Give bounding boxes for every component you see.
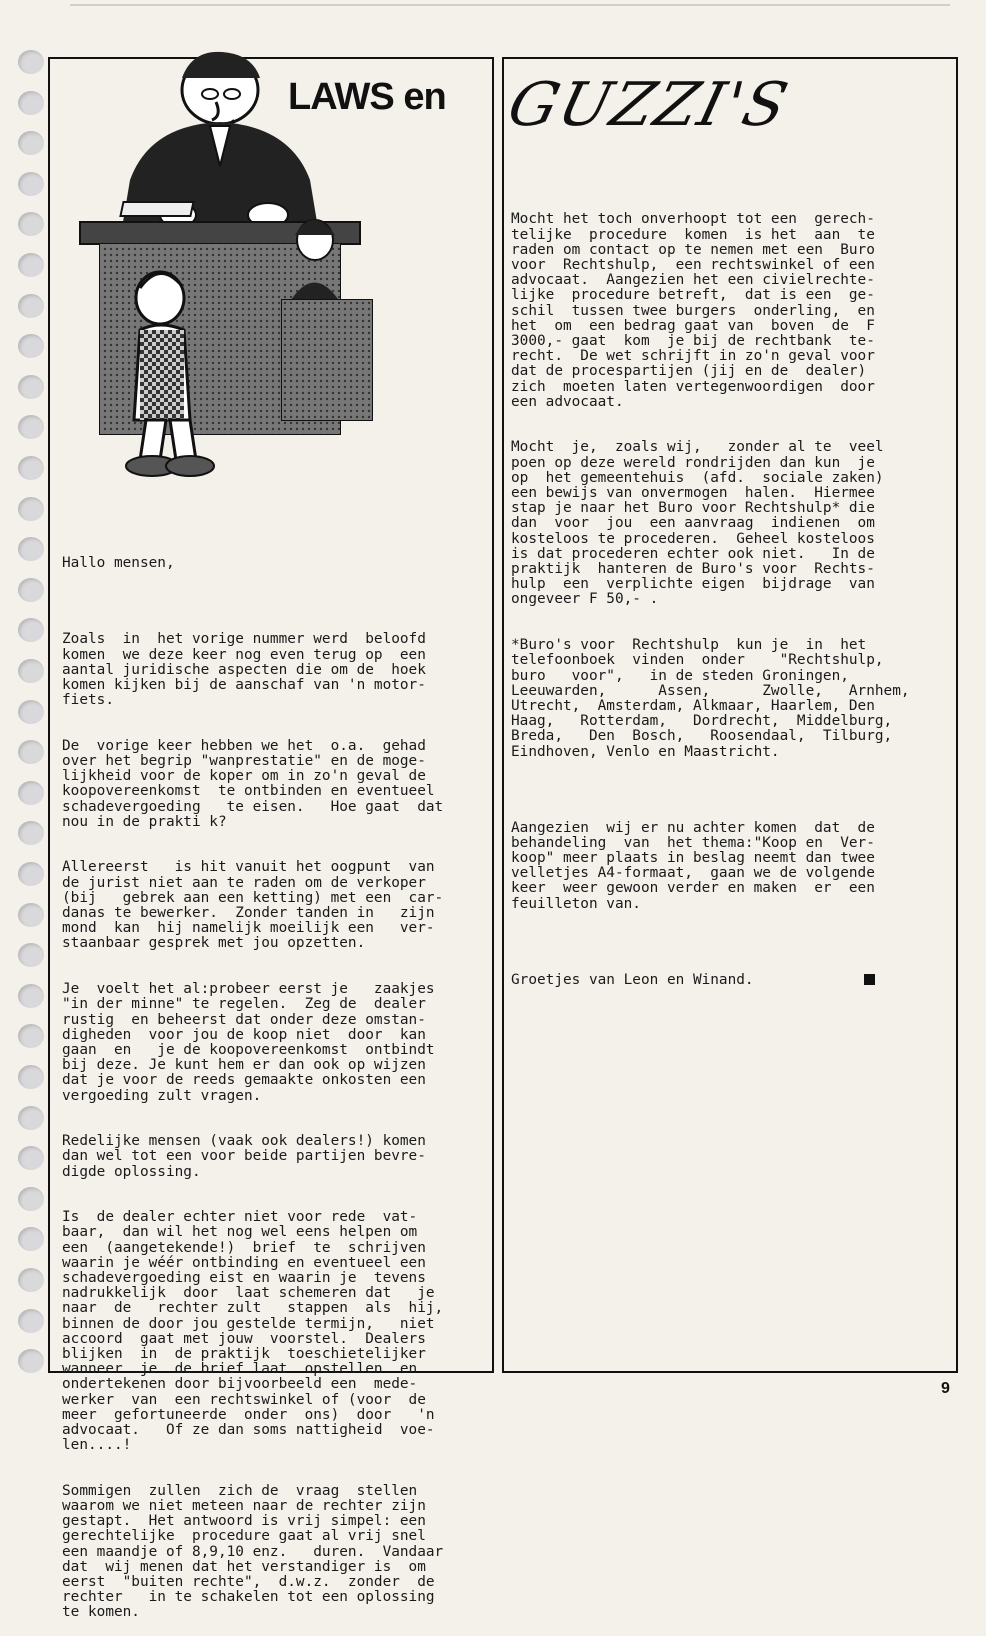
binder-hole xyxy=(18,91,44,115)
signature-line xyxy=(511,973,943,988)
paragraph: Redelijke mensen (vaak ook dealers!) komen dan wel tot een voor beide partijen bevre- digde oplossing. xyxy=(62,1133,426,1180)
right-column-text xyxy=(511,182,943,1003)
binder-hole xyxy=(18,659,44,683)
binder-hole xyxy=(18,862,44,886)
binder-hole xyxy=(18,497,44,521)
binder-hole xyxy=(18,578,44,602)
binder-hole xyxy=(18,1065,44,1089)
binder-hole xyxy=(18,415,44,439)
paragraph: Sommigen zullen zich de vraag stellen waarom we niet meteen naar de rechter zijn gestapt. Het antwoord is vrij simpel: een gerechtelijke procedure gaat al vrij snel een maandje of 8,9,10 enz. duren. Vandaar dat wij menen dat het verstandiger is om eerst "buiten rechte", d.w.z. zonder de rechter in te schakelen tot een oplossing te komen. xyxy=(62,1482,444,1621)
binder-hole xyxy=(18,821,44,845)
title-laws: LAWS en xyxy=(288,76,446,118)
binder-hole xyxy=(18,1024,44,1048)
binder-hole xyxy=(18,618,44,642)
binder-hole xyxy=(18,131,44,155)
binder-hole xyxy=(18,1309,44,1333)
binder-hole xyxy=(18,294,44,318)
binder-hole xyxy=(18,984,44,1008)
binder-hole xyxy=(18,1268,44,1292)
binder-hole xyxy=(18,1146,44,1170)
binder-hole xyxy=(18,903,44,927)
binder-hole xyxy=(18,1106,44,1130)
paragraph: Mocht je, zoals wij, zonder al te veel poen op deze wereld rondrijden dan kun je op het gemeentehuis (afd. sociale zaken) een bewijs van onvermogen halen. Hiermee stap je naar het Buro voor Rechtshulp* die dan voor jou een aanvraag indienen om kosteloos te procederen. Geheel kosteloos is dat procederen echter ook niet. In de praktijk hanteren de Buro's voor Rechts- hulp een verplichte eigen bijdrage van ongeveer F 50,- . xyxy=(511,439,884,608)
paragraph: Mocht het toch onverhoopt tot een gerech- telijke procedure komen is het aan te raden om contact op te nemen met een Buro voor Rechtshulp, een rechtswinkel of een advocaat. Aangezien het een civielrechte- lijke procedure betreft, dat is een ge- schil tussen twee burgers onderling, en het om een bedrag gaat van boven de F 3000,- gaat kom je bij de rechtbank te- recht. De wet schrijft in zo'n geval voor dat de procespartijen (jij en de dealer) zich moeten laten vertegenwoordigen door een advocaat. xyxy=(511,211,875,410)
binder-hole xyxy=(18,334,44,358)
binder-hole xyxy=(18,1227,44,1251)
binder-holes xyxy=(14,50,44,1402)
binder-hole xyxy=(18,740,44,764)
binder-hole xyxy=(18,700,44,724)
binder-hole xyxy=(18,253,44,277)
binder-hole xyxy=(18,781,44,805)
left-column-text xyxy=(62,526,488,1636)
paragraph: Allereerst is hit vanuit het oogpunt van de jurist niet aan te raden om de verkoper (bij gebrek aan een ketting) met een car- danas te bewerker. Zonder tanden in zijn mond kan hij namelijk moeilijk een ver- staanbaar gesprek met jou opzetten. xyxy=(62,859,444,952)
page-number: 9 xyxy=(941,1380,950,1397)
paragraph: Zoals in het vorige nummer werd beloofd komen we deze keer nog even terug op een aantal juridische aspecten die om de hoek komen kijken bij de aanschaf van 'n motor- fiets. xyxy=(62,631,426,709)
paragraph: *Buro's voor Rechtshulp kun je in het telefoonboek vinden onder "Rechtshulp, buro voor", in de steden Groningen, Leeuwarden, Assen, Zwolle, Arnhem, Utrecht, Amsterdam, Alkmaar, Haarlem, Den Haag, Rotterdam, Dordrecht, Middelburg, Breda, Den Bosch, Roosendaal, Tilburg, Eindhoven, Venlo en Maastricht. xyxy=(511,637,910,760)
end-mark-square xyxy=(864,974,875,985)
binder-hole xyxy=(18,1187,44,1211)
binder-hole xyxy=(18,456,44,480)
binder-hole xyxy=(18,212,44,236)
title-guzzis: GUZZI'S xyxy=(501,70,796,140)
paragraph: Aangezien wij er nu achter komen dat de behandeling van het thema:"Koop en Ver- koop" meer plaats in beslag neemt dan twee velletjes A4-formaat, gaan we de volgende keer weer gewoon verder en maken er een feuilleton van. xyxy=(511,819,875,912)
paragraph: Is de dealer echter niet voor rede vat- baar, dan wil het nog wel eens helpen om een (aangetekende!) brief te schrijven waarin je wéér ontbinding en eventueel een schadevergoeding eist en waarin je tevens nadrukkelijk door laat schemeren dat je naar de rechter zult stappen als hij, binnen de door jou gestelde termijn, niet accoord gaat met jouw voorstel. Dealers blijken in de praktijk toeschietelijker wanneer je de brief laat opstellen en ondertekenen door bijvoorbeeld een mede- werker van een rechtswinkel of (voor de meer gefortuneerde onder ons) door 'n advocaat. Of ze dan soms nattigheid voe- len....! xyxy=(62,1209,444,1454)
paragraph: De vorige keer hebben we het o.a. gehad over het begrip "wanprestatie" en de moge- lijkheid voor de koper om in zo'n geval de koopovereenkomst te ontbinden en eventueel schadevergoeding te eisen. Hoe gaat dat nou in de prakti k? xyxy=(62,737,444,830)
paragraph: Je voelt het al:probeer eerst je zaakjes "in der minne" te regelen. Zeg de dealer rustig en beheerst dat onder deze omstan- digheden voor jou de koop niet door kan gaan en je de koopovereenkomst ontbindt bij deze. Je kunt hem er dan ook op wijzen dat je voor de reeds gemaakte onkosten een vergoeding zult vragen. xyxy=(62,981,435,1104)
binder-hole xyxy=(18,50,44,74)
binder-hole xyxy=(18,943,44,967)
greeting: Hallo mensen, xyxy=(62,555,175,572)
binder-hole xyxy=(18,537,44,561)
top-edge-line xyxy=(70,4,950,6)
binder-hole xyxy=(18,1349,44,1373)
binder-hole xyxy=(18,172,44,196)
signature: Groetjes van Leon en Winand. xyxy=(511,971,754,988)
binder-hole xyxy=(18,375,44,399)
